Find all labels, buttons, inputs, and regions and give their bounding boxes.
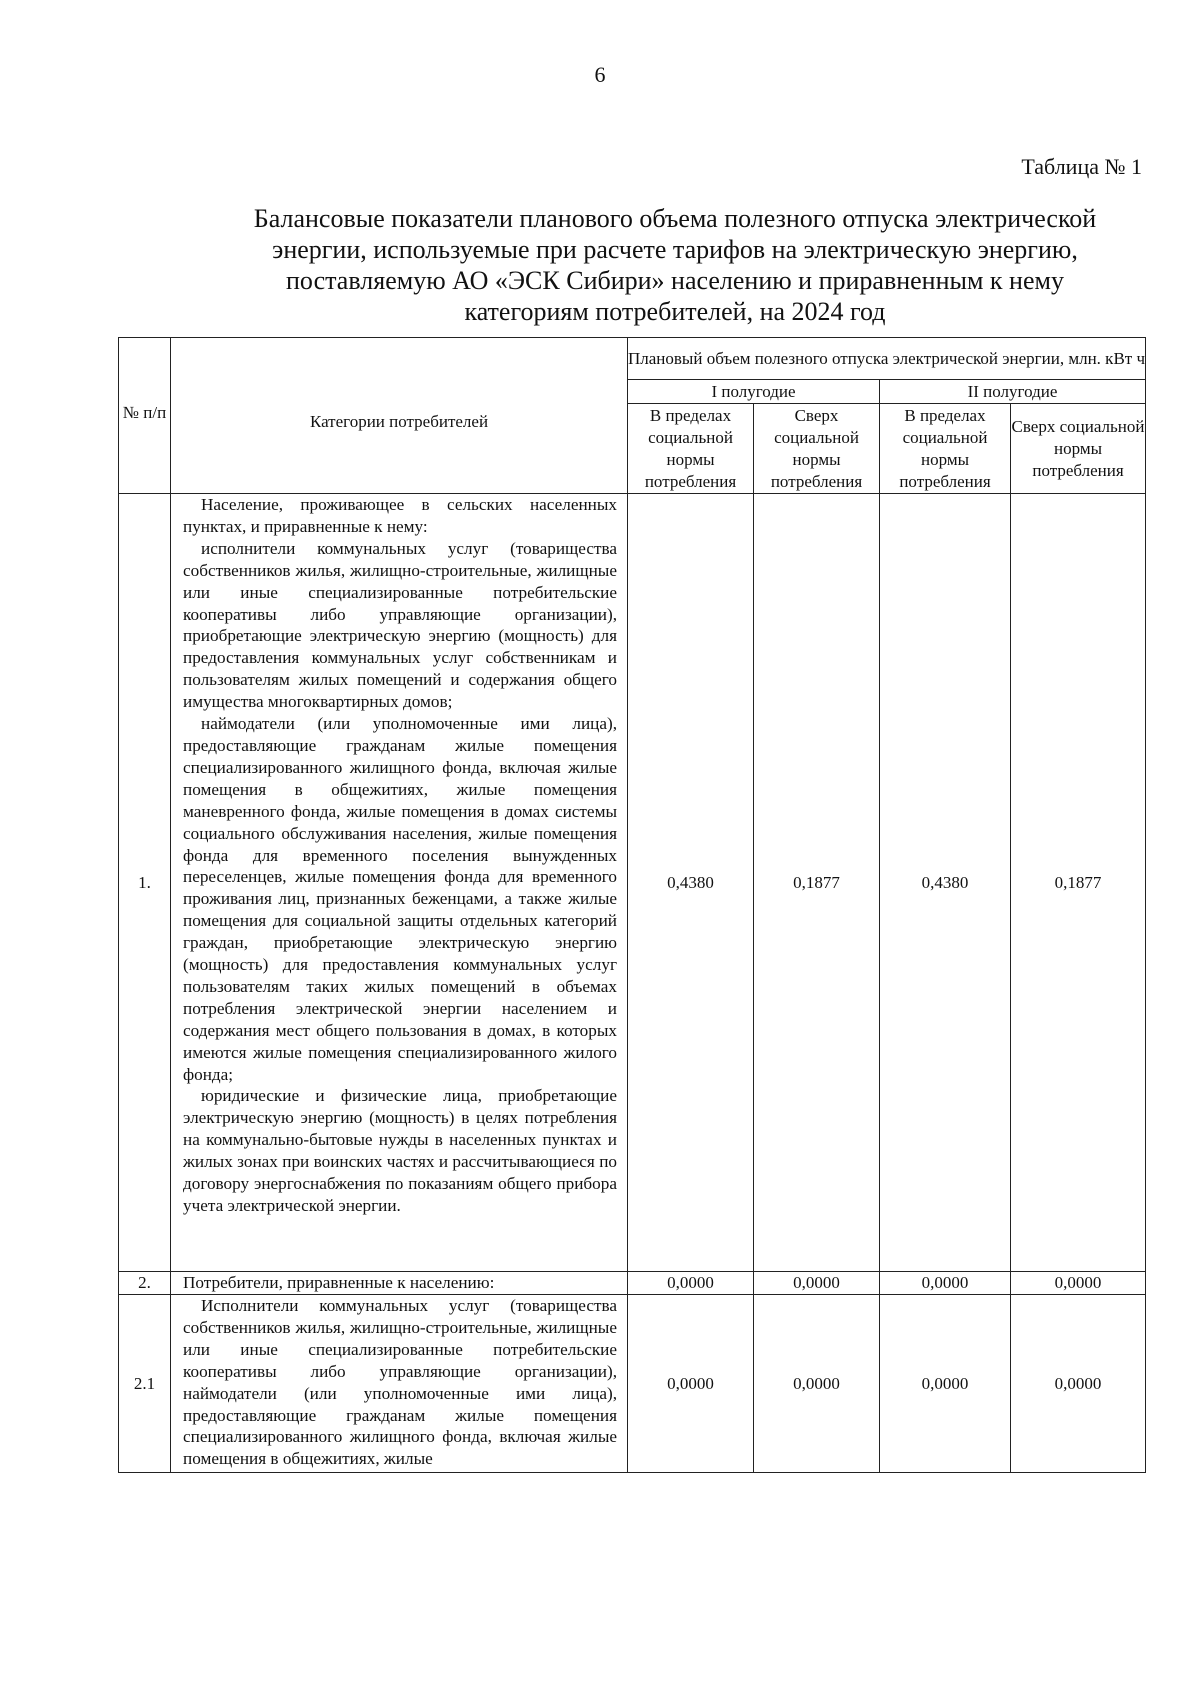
row-category xyxy=(171,494,628,1272)
header-above-norm-h2: Сверх социальной нормы потребления xyxy=(1011,404,1146,494)
row-value: 0,4380 xyxy=(880,494,1011,1272)
row-category xyxy=(171,1295,628,1473)
header-within-norm-h2: В пределах социальной нормы потребления xyxy=(880,404,1011,494)
header-half2: II полугодие xyxy=(880,380,1146,404)
row-value: 0,0000 xyxy=(880,1272,1011,1295)
table-row xyxy=(119,1295,1146,1473)
row-num: 1. xyxy=(119,494,171,1272)
title-line: энергии, используемые при расчете тарифов на электрическую энергию, xyxy=(272,235,1078,264)
page-number: 6 xyxy=(594,62,606,87)
row-category xyxy=(171,1272,628,1295)
row-value: 0,0000 xyxy=(1011,1295,1146,1473)
balance-table xyxy=(118,337,1146,1473)
row-value: 0,1877 xyxy=(754,494,880,1272)
table-label: Таблица № 1 xyxy=(1021,154,1142,179)
row-paragraph: юридические и физические лица, приобретающие электрическую энергию (мощность) в целях потребления на коммунально-бытовые нужды в населенных пунктах и жилых зонах при воинских частях и рассчитывающиеся по договору энергоснабжения по показаниям общего прибора учета электрической энергии. xyxy=(183,1086,617,1215)
header-within-norm-h1: В пределах социальной нормы потребления xyxy=(628,404,754,494)
row-num: 2. xyxy=(119,1272,171,1295)
title-line: поставляемую АО «ЭСК Сибири» населению и приравненным к нему xyxy=(286,266,1064,295)
header-num: № п/п xyxy=(119,338,171,494)
header-volume: Плановый объем полезного отпуска электрической энергии, млн. кВт ч xyxy=(628,338,1146,380)
row-paragraph: наймодатели (или уполномоченные ими лица), предоставляющие гражданам жилые помещения специализированного жилищного фонда, включая жилые помещения в общежитиях, жилые помещения маневренного фонда, жилые помещения в домах системы социального обслуживания населения, жилые помещения фонда для временного поселения вынужденных переселенцев, жилые помещения фонда для временного проживания лиц, признанных беженцами, а также жилые помещения для социальной защиты отдельных категорий граждан, приобретающие электрическую энергию (мощность) для предоставления коммунальных услуг пользователям таких жилых помещений в объемах потребления электрической энергии населением и содержания мест общего пользования в домах, в которых имеются жилые помещения специализированного жилого фонда; xyxy=(183,714,617,1084)
header-above-norm-h1: Сверх социальной нормы потребления xyxy=(754,404,880,494)
row-num: 2.1 xyxy=(119,1295,171,1473)
document-title xyxy=(190,203,1160,327)
row-value: 0,0000 xyxy=(754,1295,880,1473)
table-row xyxy=(119,1272,1146,1295)
row-paragraph: Потребители, приравненные к населению: xyxy=(183,1273,495,1292)
row-value: 0,0000 xyxy=(1011,1272,1146,1295)
row-value: 0,0000 xyxy=(754,1272,880,1295)
title-line: категориям потребителей, на 2024 год xyxy=(464,297,886,326)
row-value: 0,0000 xyxy=(628,1295,754,1473)
row-value: 0,1877 xyxy=(1011,494,1146,1272)
row-paragraph: исполнители коммунальных услуг (товарищества собственников жилья, жилищно-строительные, жилищные или иные специализированные потребительские кооперативы либо управляющие организации), приобретающие электрическую энергию (мощность) для предоставления коммунальных услуг собственникам и пользователям жилых помещений и содержания общего имущества многоквартирных домов; xyxy=(183,538,617,712)
header-category: Категории потребителей xyxy=(171,338,628,494)
row-value: 0,4380 xyxy=(628,494,754,1272)
table-row xyxy=(119,494,1146,1272)
header-half1: I полугодие xyxy=(628,380,880,404)
title-line: Балансовые показатели планового объема полезного отпуска электрической xyxy=(253,204,1097,233)
row-paragraph: Население, проживающее в сельских населенных пунктах, и приравненные к нему: xyxy=(183,495,617,536)
row-value: 0,0000 xyxy=(628,1272,754,1295)
row-value: 0,0000 xyxy=(880,1295,1011,1473)
row-paragraph: Исполнители коммунальных услуг (товарищества собственников жилья, жилищно-строительные, жилищные или иные специализированные потребительские кооперативы либо управляющие организации), наймодатели (или уполномоченные ими лица), предоставляющие гражданам жилые помещения специализированного жилищного фонда, включая жилые помещения в общежитиях, жилые xyxy=(183,1296,617,1469)
